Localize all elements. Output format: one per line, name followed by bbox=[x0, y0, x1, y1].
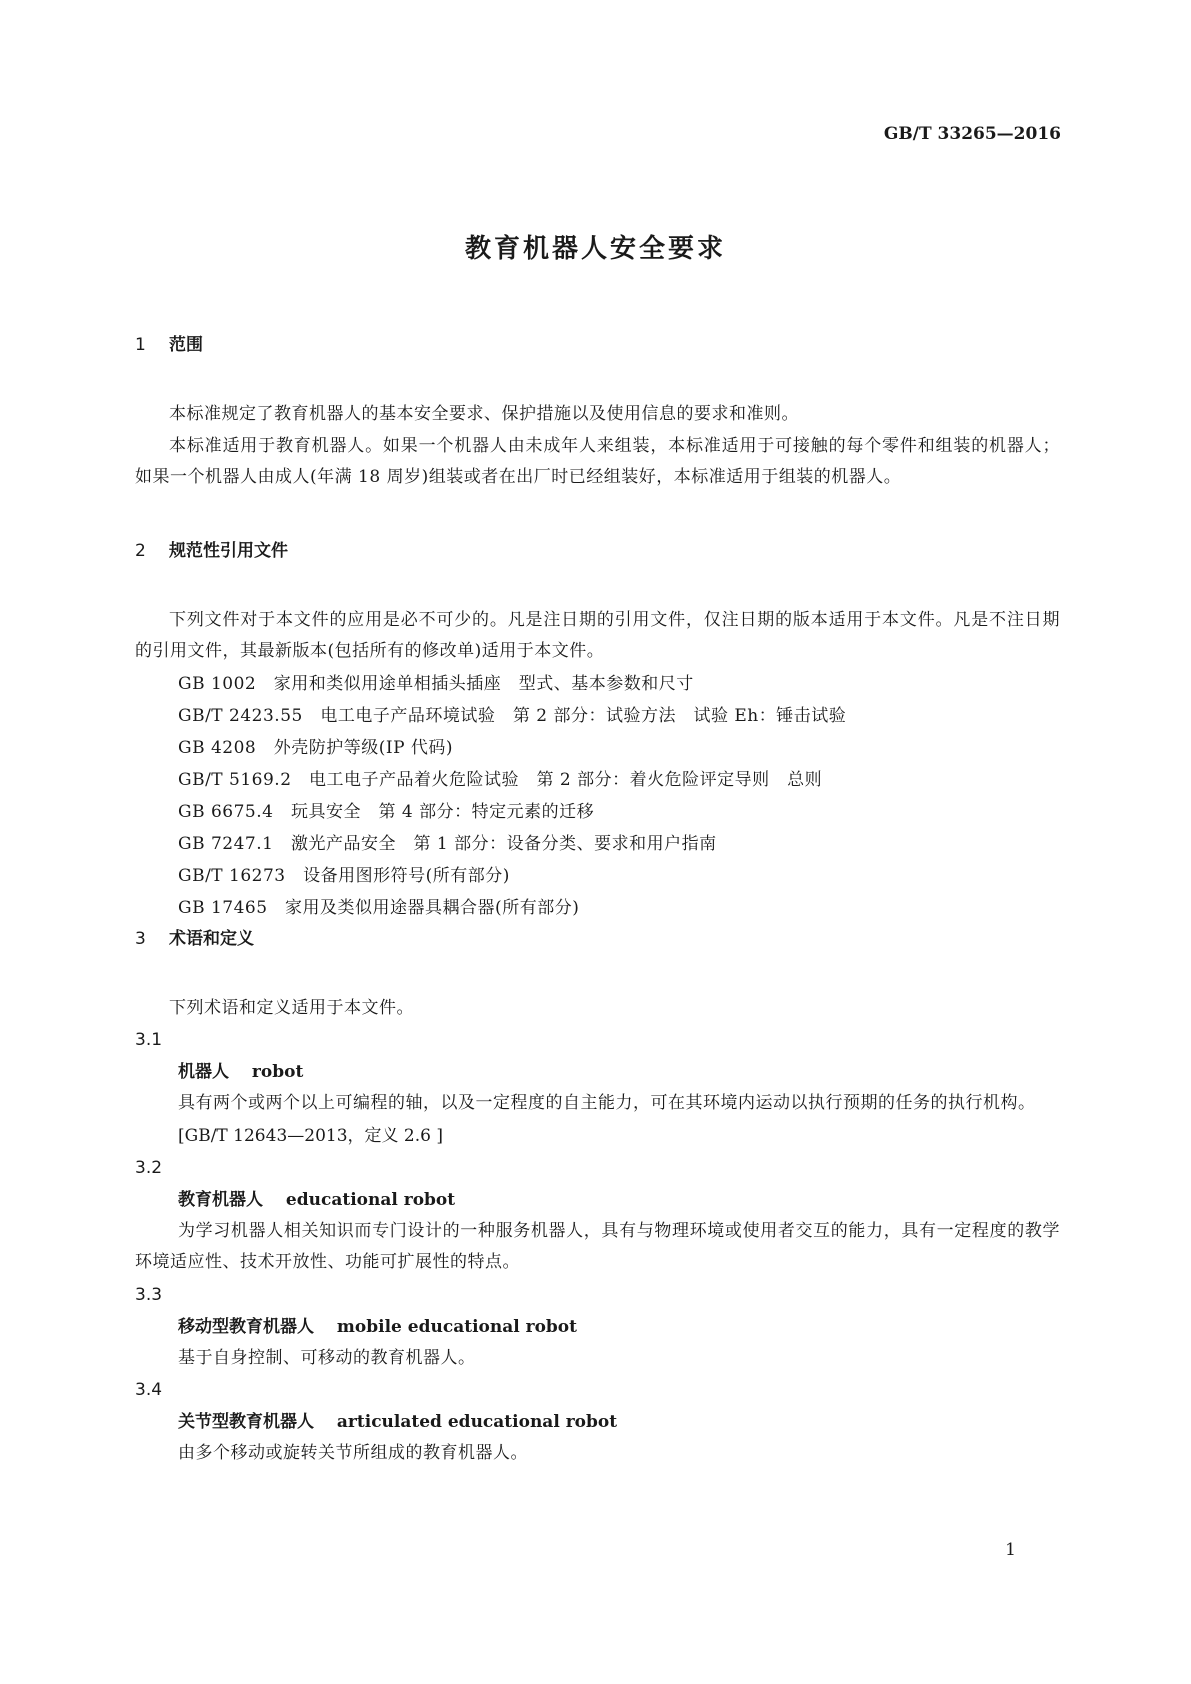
section-number: 1 bbox=[135, 335, 146, 355]
reference-item: GB 17465 家用及类似用途器具耦合器(所有部分) bbox=[178, 897, 580, 918]
term-definition: 具有两个或两个以上可编程的轴，以及一定程度的自主能力，可在其环境内运动以执行预期的任务的执行机构。 bbox=[178, 1093, 1036, 1113]
reference-item: GB/T 2423.55 电工电子产品环境试验 第 2 部分：试验方法 试验 Eh：锤击试验 bbox=[178, 705, 847, 726]
term-name bbox=[135, 1311, 1060, 1343]
paragraph: 下列术语和定义适用于本文件。 bbox=[169, 997, 414, 1018]
reference-item: GB/T 5169.2 电工电子产品着火危险试验 第 2 部分：着火危险评定导则 总则 bbox=[178, 769, 823, 790]
reference-item: GB/T 16273 设备用图形符号(所有部分) bbox=[178, 865, 510, 886]
reference-item: GB 6675.4 玩具安全 第 4 部分：特定元素的迁移 bbox=[178, 801, 595, 822]
term-name bbox=[135, 1184, 1060, 1216]
term-name-zh: 移动型教育机器人 bbox=[178, 1316, 314, 1337]
term-definition: 由多个移动或旋转关节所组成的教育机器人。 bbox=[178, 1443, 528, 1463]
paragraph: 下列文件对于本文件的应用是必不可少的。凡是注日期的引用文件，仅注日期的版本适用于本文件。凡是不注日期的引用文件，其最新版本(包括所有的修改单)适用于本文件。 bbox=[135, 609, 1060, 661]
document-code: GB/T 33265—2016 bbox=[883, 124, 1061, 144]
section-heading-scope bbox=[135, 330, 1060, 360]
term-name-en: mobile educational robot bbox=[336, 1316, 577, 1337]
term-name-zh: 教育机器人 bbox=[178, 1189, 263, 1210]
section-number: 3 bbox=[135, 928, 146, 949]
page-number: 1 bbox=[1005, 1540, 1016, 1560]
term-definition: 为学习机器人相关知识而专门设计的一种服务机器人，具有与物理环境或使用者交互的能力，具有一定程度的教学环境适应性、技术开放性、功能可扩展性的特点。 bbox=[135, 1220, 1060, 1272]
section-title: 规范性引用文件 bbox=[169, 540, 288, 561]
term-number: 3.4 bbox=[135, 1380, 163, 1400]
paragraph: 本标准规定了教育机器人的基本安全要求、保护措施以及使用信息的要求和准则。 bbox=[169, 404, 799, 424]
reference-item: GB 7247.1 激光产品安全 第 1 部分：设备分类、要求和用户指南 bbox=[178, 833, 717, 854]
term-name-en: robot bbox=[251, 1062, 304, 1082]
term-number: 3.2 bbox=[135, 1157, 163, 1178]
section-heading-normative-references bbox=[135, 536, 1060, 566]
paragraph: 本标准适用于教育机器人。如果一个机器人由未成年人来组装，本标准适用于可接触的每个零件和组装的机器人；如果一个机器人由成人(年满 18 周岁)组装或者在出厂时已经组装好，本标准适用于组装的机器人。 bbox=[135, 435, 1060, 487]
section-heading-terms bbox=[135, 924, 1060, 954]
term-name-en: articulated educational robot bbox=[336, 1412, 618, 1432]
term-number: 3.1 bbox=[135, 1030, 163, 1050]
term-number: 3.3 bbox=[135, 1284, 163, 1305]
term-name bbox=[135, 1056, 1060, 1088]
section-title: 范围 bbox=[169, 335, 203, 355]
document-title: 教育机器人安全要求 bbox=[464, 234, 726, 264]
term-name-zh: 机器人 bbox=[178, 1062, 229, 1082]
term-name-en: educational robot bbox=[285, 1189, 456, 1210]
term-name-zh: 关节型教育机器人 bbox=[178, 1412, 314, 1432]
term-definition: 基于自身控制、可移动的教育机器人。 bbox=[178, 1347, 476, 1368]
document-body bbox=[135, 330, 1060, 1470]
term-source: [GB/T 12643—2013，定义 2.6 ] bbox=[178, 1125, 443, 1146]
reference-item: GB 4208 外壳防护等级(IP 代码) bbox=[178, 737, 454, 758]
term-name bbox=[135, 1406, 1060, 1438]
reference-item: GB 1002 家用和类似用途单相插头插座 型式、基本参数和尺寸 bbox=[178, 673, 694, 694]
section-title: 术语和定义 bbox=[169, 928, 254, 949]
section-number: 2 bbox=[135, 540, 146, 561]
